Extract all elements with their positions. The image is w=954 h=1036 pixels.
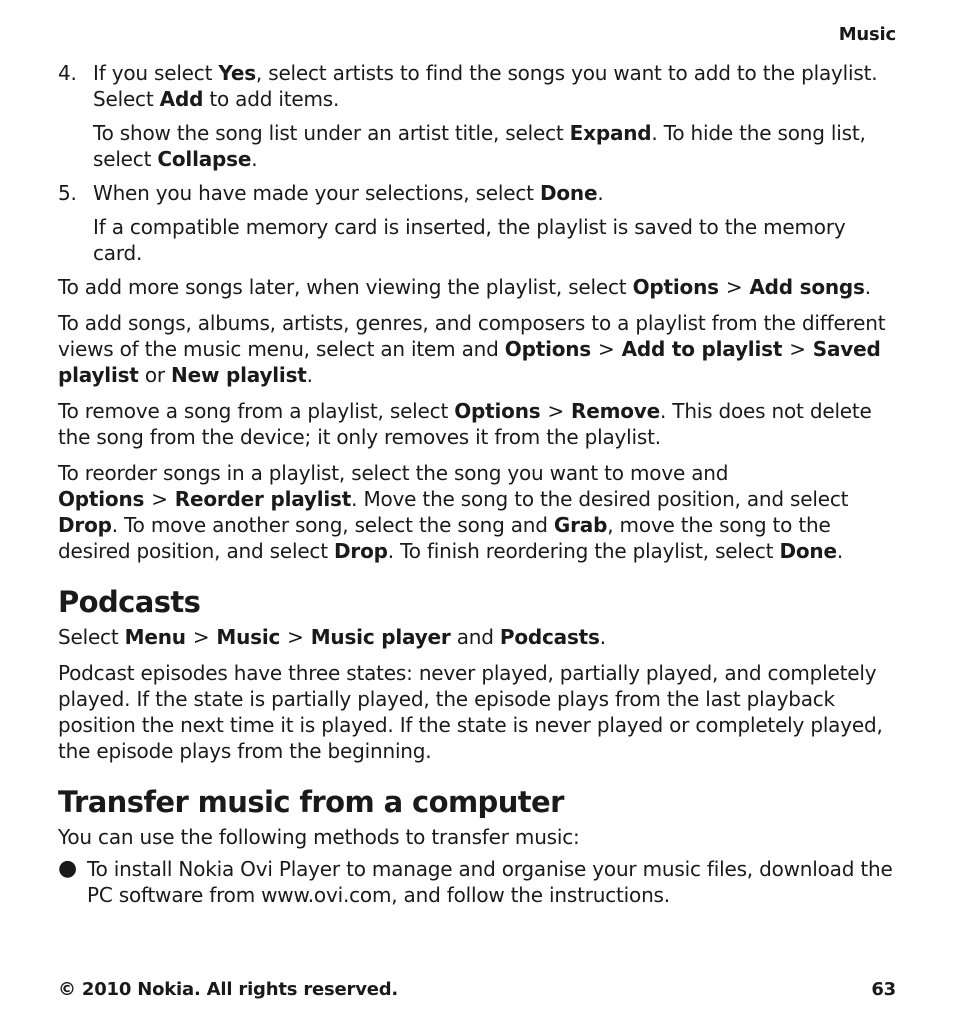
page-header-section: Music xyxy=(838,24,896,45)
menu-path-separator: > xyxy=(789,337,806,361)
text-run: . Move the song to the desired position, and select xyxy=(351,487,849,511)
step-number: 5. xyxy=(58,181,77,205)
text-run: To add songs, albums, artists, genres, and composers to a playlist from the different views of the music menu, select an item and xyxy=(58,311,886,361)
ui-term: Drop xyxy=(334,539,388,563)
text-run: . This does not delete the song from the device; it only removes it from the playlist. xyxy=(58,399,872,449)
text-run: . xyxy=(599,625,606,649)
ui-term: Music player xyxy=(310,625,451,649)
step-body xyxy=(93,180,896,266)
list-item-text: To install Nokia Ovi Player to manage and organise your music files, download the PC software from www.ovi.com, and follow the instructions. xyxy=(87,857,893,907)
text-run: If a compatible memory card is inserted, the playlist is saved to the memory card. xyxy=(93,215,846,265)
ui-term: Menu xyxy=(124,625,186,649)
menu-path-separator: > xyxy=(287,625,304,649)
body-paragraph xyxy=(58,460,896,564)
footer-copyright: © 2010 Nokia. All rights reserved. xyxy=(58,979,399,1000)
ui-term: Done xyxy=(779,539,837,563)
text-run: Podcast episodes have three states: never played, partially played, and completely played. If the state is partially played, the episode plays from the last playback position the next time it is played. If the state is never played or completely played, the episode plays from the beginning. xyxy=(58,661,883,763)
text-run: . xyxy=(864,275,871,299)
transfer-intro: You can use the following methods to transfer music: xyxy=(58,825,580,849)
ui-term: Reorder playlist xyxy=(174,487,352,511)
page-content xyxy=(58,60,896,908)
ui-term: Music xyxy=(216,625,281,649)
podcast-paragraph xyxy=(58,660,896,764)
text-run: To remove a song from a playlist, select xyxy=(58,399,455,423)
text-run: Select xyxy=(58,625,125,649)
ui-term: Podcasts xyxy=(499,625,600,649)
numbered-step xyxy=(58,60,896,172)
ui-term: Saved playlist xyxy=(58,337,881,387)
bullet-icon: ● xyxy=(58,856,77,881)
step-paragraph xyxy=(93,180,896,206)
body-paragraphs xyxy=(58,274,896,564)
step-paragraph xyxy=(93,214,896,266)
menu-path-separator: > xyxy=(151,487,168,511)
step-paragraph xyxy=(93,60,896,112)
podcasts-heading: Podcasts xyxy=(58,585,201,619)
text-run: To add more songs later, when viewing the playlist, select xyxy=(58,275,633,299)
numbered-step xyxy=(58,180,896,266)
podcasts-section xyxy=(58,624,896,764)
ui-term: Options xyxy=(504,337,592,361)
text-run: , move the song to the desired position, and select xyxy=(58,513,831,563)
text-run: to add items. xyxy=(203,87,340,111)
list-item xyxy=(58,856,896,908)
transfer-bullet-list xyxy=(58,856,896,908)
ui-term: Yes xyxy=(218,61,256,85)
ui-term: Collapse xyxy=(157,147,252,171)
transfer-heading: Transfer music from a computer xyxy=(58,785,564,819)
menu-path-separator: > xyxy=(598,337,615,361)
text-run: To reorder songs in a playlist, select the song you want to move and xyxy=(58,461,729,485)
body-paragraph xyxy=(58,398,896,450)
menu-path-separator: > xyxy=(547,399,565,423)
footer-page-number: 63 xyxy=(871,979,896,1000)
ui-term: Add to playlist xyxy=(621,337,783,361)
text-run: . To hide the song list, select xyxy=(93,121,866,171)
text-run: . To move another song, select the song and xyxy=(111,513,554,537)
text-run: and xyxy=(450,625,500,649)
ui-term: Drop xyxy=(58,513,112,537)
numbered-steps xyxy=(58,60,896,266)
menu-path-separator: > xyxy=(192,625,210,649)
ui-term: Grab xyxy=(553,513,608,537)
podcast-paragraph xyxy=(58,624,896,650)
text-run: When you have made your selections, select xyxy=(93,181,540,205)
step-body xyxy=(93,60,896,172)
step-number: 4. xyxy=(58,61,77,85)
menu-path-separator: > xyxy=(725,275,743,299)
ui-term: Options xyxy=(632,275,719,299)
text-run: . xyxy=(836,539,844,563)
text-run: If you select xyxy=(93,61,219,85)
ui-term: Expand xyxy=(569,121,652,145)
text-run: or xyxy=(138,363,172,387)
text-run: . xyxy=(251,147,258,171)
ui-term: Remove xyxy=(571,399,660,423)
text-run: . To finish reordering the playlist, select xyxy=(387,539,780,563)
ui-term: New playlist xyxy=(171,363,307,387)
ui-term: Options xyxy=(58,487,145,511)
body-paragraph xyxy=(58,274,896,300)
step-paragraph xyxy=(93,120,896,172)
text-run: , select artists to find the songs you want to add to the playlist. Select xyxy=(93,61,878,111)
body-paragraph xyxy=(58,310,896,388)
text-run: . xyxy=(306,363,313,387)
text-run: To show the song list under an artist title, select xyxy=(93,121,570,145)
ui-term: Add songs xyxy=(749,275,865,299)
ui-term: Options xyxy=(454,399,541,423)
ui-term: Add xyxy=(159,87,204,111)
ui-term: Done xyxy=(539,181,598,205)
text-run: . xyxy=(597,181,604,205)
